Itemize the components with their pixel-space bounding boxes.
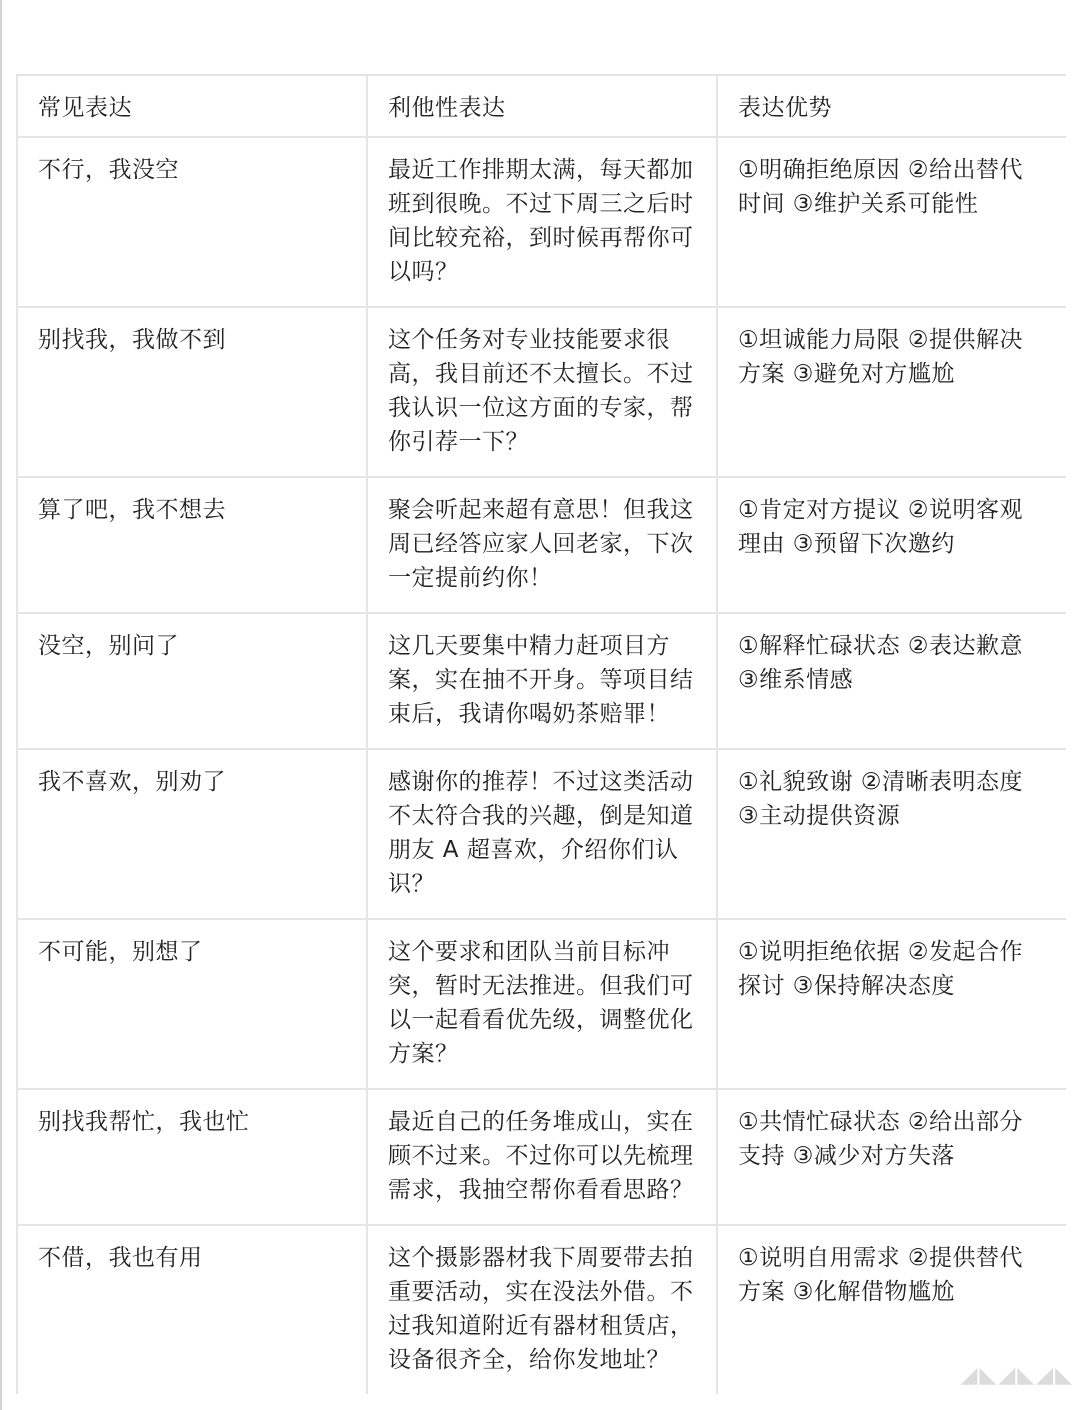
- cell-altruistic: 这几天要集中精力赶项目方案，实在抽不开身。等项目结束后，我请你喝奶茶赔罪！: [367, 613, 717, 749]
- expression-comparison-table: [16, 74, 1066, 1394]
- cell-common: 我不喜欢，别劝了: [17, 749, 367, 919]
- cell-advantage: ①共情忙碌状态 ②给出部分支持 ③减少对方失落: [717, 1089, 1066, 1225]
- cell-advantage: ①解释忙碌状态 ②表达歉意 ③维系情感: [717, 613, 1066, 749]
- cell-altruistic: 感谢你的推荐！不过这类活动不太符合我的兴趣，倒是知道朋友 A 超喜欢，介绍你们认识？: [367, 749, 717, 919]
- header-expression-advantage: 表达优势: [717, 75, 1066, 137]
- table-row: [17, 1225, 1066, 1394]
- table-row: [17, 137, 1066, 307]
- expression-table-container: [16, 74, 1066, 1394]
- table-row: [17, 477, 1066, 613]
- cell-altruistic: 聚会听起来超有意思！但我这周已经答应家人回老家，下次一定提前约你！: [367, 477, 717, 613]
- cell-altruistic: 最近工作排期太满，每天都加班到很晚。不过下周三之后时间比较充裕，到时候再帮你可以吗？: [367, 137, 717, 307]
- cell-common: 不可能，别想了: [17, 919, 367, 1089]
- table-row: [17, 749, 1066, 919]
- cell-common: 别找我，我做不到: [17, 307, 367, 477]
- header-common-expression: 常见表达: [17, 75, 367, 137]
- table-row: [17, 1089, 1066, 1225]
- cell-altruistic: 最近自己的任务堆成山，实在顾不过来。不过你可以先梳理需求，我抽空帮你看看思路？: [367, 1089, 717, 1225]
- cell-altruistic: 这个要求和团队当前目标冲突，暂时无法推进。但我们可以一起看看优先级，调整优化方案？: [367, 919, 717, 1089]
- table-header-row: [17, 75, 1066, 137]
- cell-advantage: ①说明自用需求 ②提供替代方案 ③化解借物尴尬: [717, 1225, 1066, 1394]
- cell-common: 没空，别问了: [17, 613, 367, 749]
- table-row: [17, 307, 1066, 477]
- cell-altruistic: 这个摄影器材我下周要带去拍重要活动，实在没法外借。不过我知道附近有器材租赁店，设备很齐全，给你发地址？: [367, 1225, 717, 1394]
- page-left-border: [0, 0, 2, 1410]
- cell-common: 算了吧，我不想去: [17, 477, 367, 613]
- cell-common: 不借，我也有用: [17, 1225, 367, 1394]
- cell-advantage: ①礼貌致谢 ②清晰表明态度 ③主动提供资源: [717, 749, 1066, 919]
- cell-common: 别找我帮忙，我也忙: [17, 1089, 367, 1225]
- table-row: [17, 919, 1066, 1089]
- cell-advantage: ①明确拒绝原因 ②给出替代时间 ③维护关系可能性: [717, 137, 1066, 307]
- cell-altruistic: 这个任务对专业技能要求很高，我目前还不太擅长。不过我认识一位这方面的专家，帮你引荐一下？: [367, 307, 717, 477]
- table-row: [17, 613, 1066, 749]
- cell-advantage: ①说明拒绝依据 ②发起合作探讨 ③保持解决态度: [717, 919, 1066, 1089]
- watermark: ◢◣◢◣◢◣: [960, 1363, 1074, 1388]
- header-altruistic-expression: 利他性表达: [367, 75, 717, 137]
- cell-advantage: ①坦诚能力局限 ②提供解决方案 ③避免对方尴尬: [717, 307, 1066, 477]
- cell-common: 不行，我没空: [17, 137, 367, 307]
- cell-advantage: ①肯定对方提议 ②说明客观理由 ③预留下次邀约: [717, 477, 1066, 613]
